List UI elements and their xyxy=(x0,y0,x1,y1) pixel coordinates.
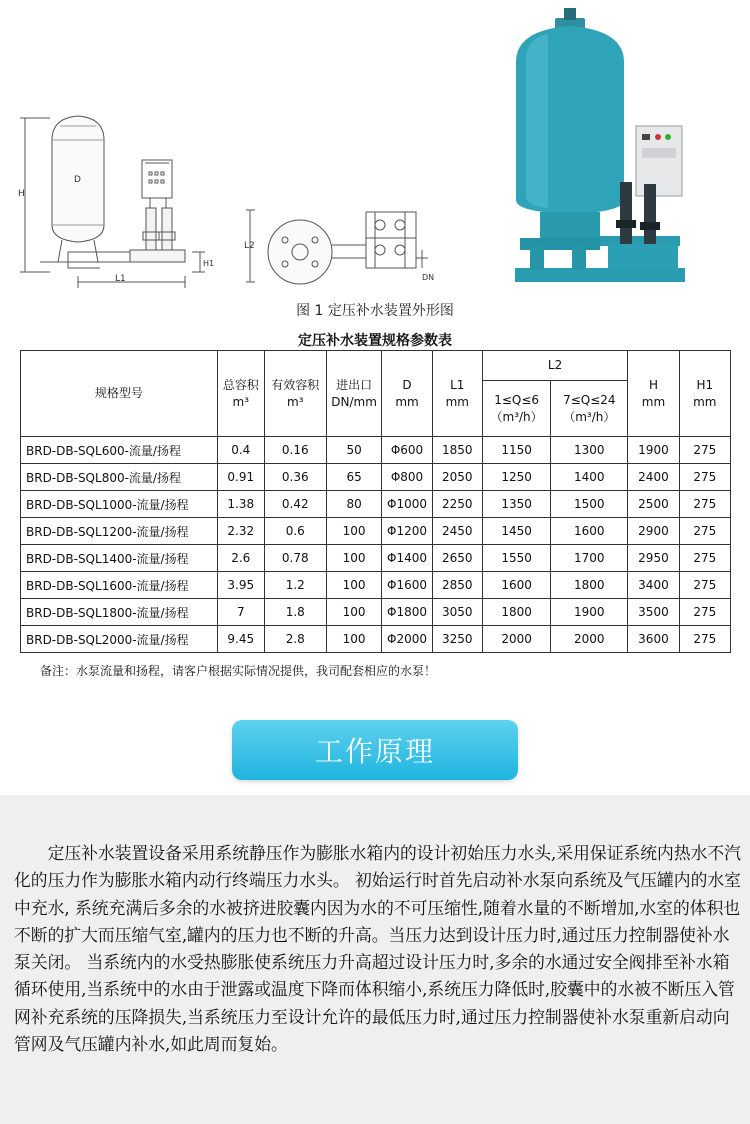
table-cell: 2950 xyxy=(628,545,679,572)
table-cell: Φ1000 xyxy=(382,491,432,518)
table-cell: 2400 xyxy=(628,464,679,491)
header-d-label: D xyxy=(402,377,412,392)
table-cell: 9.45 xyxy=(217,626,264,653)
equipment-diagrams xyxy=(0,0,750,300)
label-dn: DN xyxy=(422,273,435,282)
table-cell: 1900 xyxy=(551,599,628,626)
table-cell: 2850 xyxy=(432,572,482,599)
table-cell: Φ1600 xyxy=(382,572,432,599)
header-l2-sub2-unit: （m³/h） xyxy=(563,409,616,424)
table-cell: BRD-DB-SQL1400-流量/扬程 xyxy=(21,545,218,572)
table-cell: BRD-DB-SQL800-流量/扬程 xyxy=(21,464,218,491)
table-row xyxy=(21,518,731,545)
table-cell: BRD-DB-SQL1800-流量/扬程 xyxy=(21,599,218,626)
table-cell: 3500 xyxy=(628,599,679,626)
label-l1: L1 xyxy=(115,274,126,284)
header-h xyxy=(628,351,679,437)
header-model: 规格型号 xyxy=(21,351,218,437)
table-cell: 1600 xyxy=(551,518,628,545)
table-row xyxy=(21,491,731,518)
table-cell: 0.36 xyxy=(264,464,326,491)
header-l2-sub2 xyxy=(551,381,628,437)
table-cell: 1350 xyxy=(482,491,550,518)
table-row xyxy=(21,572,731,599)
table-cell: BRD-DB-SQL2000-流量/扬程 xyxy=(21,626,218,653)
label-h1: H1 xyxy=(203,259,215,268)
table-cell: 275 xyxy=(679,491,730,518)
header-l2-sub1-unit: （m³/h） xyxy=(490,409,543,424)
table-cell: 2.6 xyxy=(217,545,264,572)
table-cell: 1.8 xyxy=(264,599,326,626)
table-cell: 100 xyxy=(326,599,382,626)
table-cell: Φ1800 xyxy=(382,599,432,626)
table-cell: BRD-DB-SQL600-流量/扬程 xyxy=(21,437,218,464)
header-h1 xyxy=(679,351,730,437)
table-cell: 3400 xyxy=(628,572,679,599)
table-cell: Φ1200 xyxy=(382,518,432,545)
table-cell: 7 xyxy=(217,599,264,626)
table-cell: 275 xyxy=(679,572,730,599)
header-h1-unit: mm xyxy=(693,394,717,409)
table-cell: 50 xyxy=(326,437,382,464)
header-inlet-unit: DN/mm xyxy=(331,394,377,409)
table-row xyxy=(21,464,731,491)
table-cell: 0.91 xyxy=(217,464,264,491)
table-cell: 1150 xyxy=(482,437,550,464)
table-cell: 1800 xyxy=(551,572,628,599)
table-cell: 1500 xyxy=(551,491,628,518)
table-row xyxy=(21,599,731,626)
table-cell: 1900 xyxy=(628,437,679,464)
table-cell: 3600 xyxy=(628,626,679,653)
table-cell: 1400 xyxy=(551,464,628,491)
table-cell: 0.42 xyxy=(264,491,326,518)
table-cell: 1250 xyxy=(482,464,550,491)
section-title-banner xyxy=(232,720,518,780)
table-cell: 1300 xyxy=(551,437,628,464)
table-cell: BRD-DB-SQL1000-流量/扬程 xyxy=(21,491,218,518)
table-cell: Φ800 xyxy=(382,464,432,491)
table-cell: Φ600 xyxy=(382,437,432,464)
table-cell: 2050 xyxy=(432,464,482,491)
table-cell: 275 xyxy=(679,545,730,572)
header-effective-volume xyxy=(264,351,326,437)
table-cell: 0.4 xyxy=(217,437,264,464)
table-cell: 3.95 xyxy=(217,572,264,599)
table-cell: 1800 xyxy=(482,599,550,626)
table-cell: 2900 xyxy=(628,518,679,545)
table-cell: 0.16 xyxy=(264,437,326,464)
table-cell: 275 xyxy=(679,599,730,626)
table-cell: 80 xyxy=(326,491,382,518)
table-row xyxy=(21,626,731,653)
table-cell: 2250 xyxy=(432,491,482,518)
header-l2-sub1 xyxy=(482,381,550,437)
header-l2-sub2-label: 7≤Q≤24 xyxy=(563,392,616,407)
table-row xyxy=(21,437,731,464)
header-l2: L2 xyxy=(482,351,627,381)
table-cell: 100 xyxy=(326,572,382,599)
table-cell: 275 xyxy=(679,518,730,545)
table-note: 备注：水泵流量和扬程，请客户根据实际情况提供，我司配套相应的水泵！ xyxy=(40,664,437,678)
header-inlet xyxy=(326,351,382,437)
label-d: D xyxy=(74,175,81,185)
header-total-volume xyxy=(217,351,264,437)
header-l1-label: L1 xyxy=(450,377,465,392)
table-cell: 100 xyxy=(326,518,382,545)
header-l1 xyxy=(432,351,482,437)
header-effective-volume-label: 有效容积 xyxy=(271,377,320,392)
header-h-unit: mm xyxy=(641,394,666,409)
table-cell: 1.2 xyxy=(264,572,326,599)
table-cell: 1550 xyxy=(482,545,550,572)
table-cell: 100 xyxy=(326,626,382,653)
working-principle-paragraph: 定压补水装置设备采用系统静压作为膨胀水箱内的设计初始压力水头,采用保证系统内热水不汽化的压力作为膨胀水箱内动行终端压力水头。 初始运行时首先启动补水泵向系统及气压罐内的水室中充水, 系统充满后多余的水被挤进胶囊内因为水的不可压缩性,随着水量的不断增加,水室的体积也不断的扩大而压缩气室,罐内的压力也不断的升高。当压力达到设计压力时,通过压力控制器使补水泵关闭。 当系统内的水受热膨胀使系统压力升高超过设计压力时,多余的水通过安全阀排至补水箱循环使用,当系统中的水由于泄露或温度下降而体积缩小,系统压力降低时,胶囊中的水被不断压入管网补充系统的压降损失,当系统压力至设计允许的最低压力时,通过压力控制器使补水泵重新启动向管网及气压罐内补水,如此周而复始。 xyxy=(14,843,741,1055)
header-total-volume-label: 总容积 xyxy=(222,377,259,392)
table-cell: 1700 xyxy=(551,545,628,572)
header-total-volume-unit: m³ xyxy=(232,394,249,409)
table-cell: 3250 xyxy=(432,626,482,653)
table-cell: 2000 xyxy=(482,626,550,653)
header-d-unit: mm xyxy=(395,394,419,409)
header-inlet-label: 进出口 xyxy=(336,377,373,392)
table-cell: 1.38 xyxy=(217,491,264,518)
table-cell: 275 xyxy=(679,626,730,653)
table-cell: Φ2000 xyxy=(382,626,432,653)
header-effective-volume-unit: m³ xyxy=(287,394,304,409)
header-l1-unit: mm xyxy=(445,394,469,409)
table-cell: 0.78 xyxy=(264,545,326,572)
table-row xyxy=(21,545,731,572)
table-cell: 275 xyxy=(679,464,730,491)
spec-table xyxy=(20,350,731,653)
table-cell: 2450 xyxy=(432,518,482,545)
table-cell: 2000 xyxy=(551,626,628,653)
table-title: 定压补水装置规格参数表 xyxy=(298,333,452,349)
table-cell: 2650 xyxy=(432,545,482,572)
table-cell: Φ1400 xyxy=(382,545,432,572)
front-view-drawing xyxy=(20,116,205,288)
table-cell: BRD-DB-SQL1200-流量/扬程 xyxy=(21,518,218,545)
header-h-label: H xyxy=(648,377,658,392)
table-cell: BRD-DB-SQL1600-流量/扬程 xyxy=(21,572,218,599)
table-cell: 3050 xyxy=(432,599,482,626)
label-l2: L2 xyxy=(244,241,255,251)
table-cell: 0.6 xyxy=(264,518,326,545)
table-cell: 1600 xyxy=(482,572,550,599)
table-cell: 1850 xyxy=(432,437,482,464)
table-cell: 1450 xyxy=(482,518,550,545)
header-l2-sub1-label: 1≤Q≤6 xyxy=(494,392,540,407)
table-cell: 2.32 xyxy=(217,518,264,545)
table-cell: 65 xyxy=(326,464,382,491)
figure-area xyxy=(0,0,750,330)
top-view-drawing xyxy=(246,210,428,284)
table-cell: 2.8 xyxy=(264,626,326,653)
table-cell: 2500 xyxy=(628,491,679,518)
table-cell: 100 xyxy=(326,545,382,572)
figure-caption: 图 1 定压补水装置外形图 xyxy=(296,303,454,319)
header-d xyxy=(382,351,432,437)
section-title: 工作原理 xyxy=(314,735,435,768)
table-cell: 275 xyxy=(679,437,730,464)
label-h: H xyxy=(18,189,25,199)
product-photo xyxy=(515,8,685,282)
header-h1-label: H1 xyxy=(696,377,714,392)
